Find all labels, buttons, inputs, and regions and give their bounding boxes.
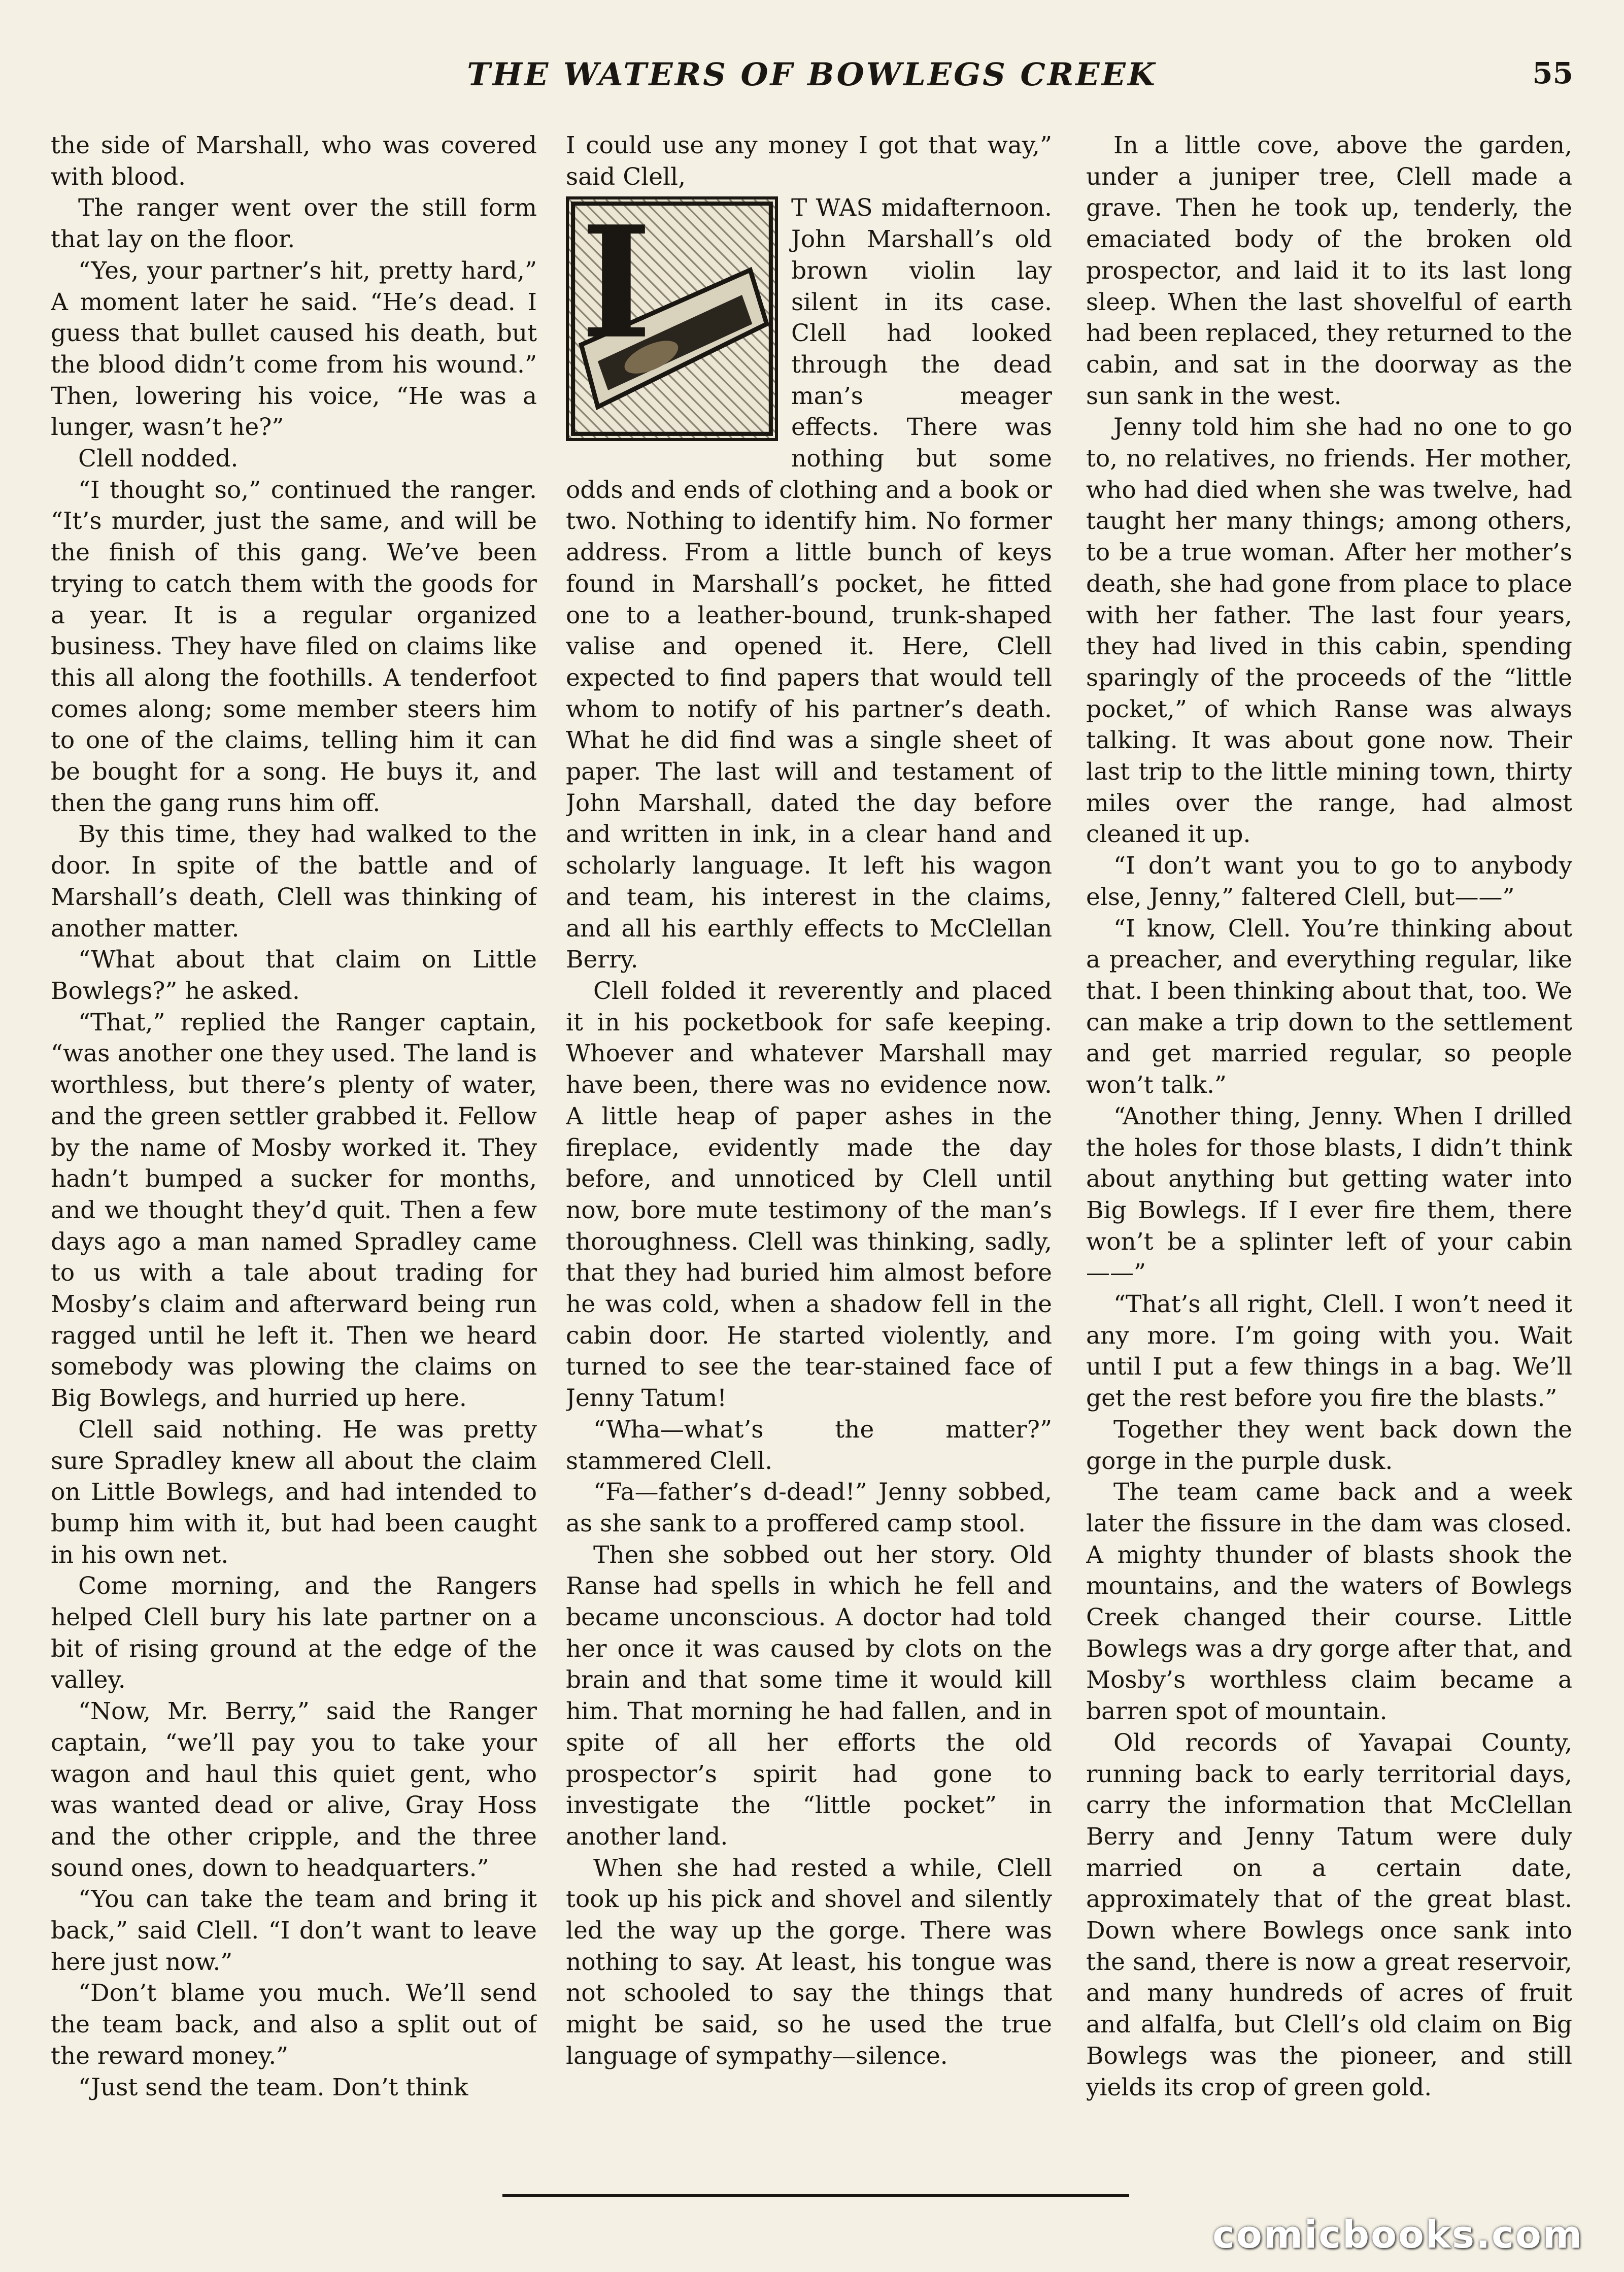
paragraph-text: “I thought so,” continued the ranger. “It’s murder, just the same, and will be the finish of this gang. We’ve been trying to catch them with the goods for a year. It is a regular organized business. They have filed on claims like this all along the foothills. A tenderfoot comes along; some member steers him to one of the claims, telling him it can be bought for a song. He buys it, and then the gang runs him off. (51, 476, 537, 817)
paragraph-text: “What about that claim on Little Bowlegs?” he asked. (51, 946, 537, 1005)
paragraph (1086, 130, 1572, 412)
running-title: THE WATERS OF BOWLEGS CREEK (467, 56, 1157, 93)
paragraph-text: When she had rested a while, Clell took up his pick and shovel and silently led the way up the gorge. There was nothing to say. At least, his tongue was not schooled to say the things that might be said, so he used the true language of sympathy—silence. (566, 1854, 1052, 2070)
paragraph-text: Old records of Yavapai County, running back to early territorial days, carry the information that McClellan Berry and Jenny Tatum were duly married on a certain date, approximately that of the great blast. Down where Bowlegs once sank into the sand, there is now a great reservoir, and many hundreds of acres of fruit and alfalfa, but Clell’s old claim on Big Bowlegs was the pioneer, and still yields its crop of green gold. (1086, 1728, 1572, 2101)
paragraph-text: “I know, Clell. You’re thinking about a preacher, and everything regular, like that. I been thinking about that, too. We can make a trip down to the settlement and get married regular, so people won’t talk.” (1086, 914, 1572, 1099)
paragraph (51, 1884, 537, 1978)
paragraph (51, 1007, 537, 1414)
paragraph (1086, 1101, 1572, 1289)
paragraph-text: I could use any money I got that way,” said Clell, (566, 131, 1052, 191)
paragraph-text: “Don’t blame you much. We’ll send the team back, and also a split out of the reward money.” (51, 1979, 537, 2070)
text-column-1 (51, 130, 537, 2170)
paragraph (51, 819, 537, 944)
paragraph-text: “Now, Mr. Berry,” said the Ranger captain, “we’ll pay you to take your wagon and haul this quiet gent, who was wanted dead or alive, Gray Hoss and the other cripple, and the three sound ones, down to headquarters.” (51, 1697, 537, 1882)
paragraph (1086, 412, 1572, 850)
paragraph-text: Come morning, and the Rangers helped Clell bury his late partner on a bit of rising ground at the edge of the valley. (51, 1572, 537, 1694)
page-header (51, 47, 1573, 103)
paragraph (1086, 1477, 1572, 1727)
paragraph-text: “That,” replied the Ranger captain, “was another one they used. The land is worthless, but there’s plenty of water, and the green settler grabbed it. Fellow by the name of Mosby worked it. They hadn’t bumped a sucker for months, and we thought they’d quit. Then a few days ago a man named Spradley came to us with a tale about trading for Mosby’s claim and afterward being run ragged until he left it. Then we heard somebody was plowing the claims on Big Bowlegs, and hurried up here. (51, 1008, 537, 1413)
paragraph (566, 1414, 1052, 1477)
paragraph (51, 130, 537, 192)
paragraph-text: “I don’t want you to go to anybody else, Jenny,” faltered Clell, but——” (1086, 852, 1572, 911)
paragraph (51, 443, 537, 475)
paragraph-text: “Fa—father’s d-dead!” Jenny sobbed, as she sank to a proffered camp stool. (566, 1478, 1052, 1538)
paragraph (51, 1414, 537, 1571)
paragraph-text: “Yes, your partner’s hit, pretty hard,” A moment later he said. “He’s dead. I guess that bullet caused his death, but the blood didn’t come from his wound.” Then, lowering his voice, “He was a lunger, wasn’t he?” (51, 256, 537, 442)
paragraph (51, 1978, 537, 2071)
paragraph-text: Then she sobbed out her story. Old Ranse had spells in which he fell and became unconscious. A doctor had told her once it was caused by clots on the brain and that some time it would kill him. That morning he had fallen, and in spite of all her efforts the old prospector’s spirit had gone to investigate the “little pocket” in another land. (566, 1541, 1052, 1851)
paragraph (1086, 850, 1572, 913)
paragraph (566, 1853, 1052, 2072)
paragraph-text: The ranger went over the still form that lay on the floor. (51, 194, 537, 254)
paragraph (51, 944, 537, 1007)
paragraph (51, 1571, 537, 1696)
text-column-3 (1086, 130, 1572, 2170)
paragraph (1086, 1289, 1572, 1414)
paragraph (566, 976, 1052, 1414)
paragraph (51, 475, 537, 819)
paragraph (1086, 913, 1572, 1101)
paragraph-text: T WAS midafternoon. John Marshall’s old brown violin lay silent in its case. Clell had looked through the dead man’s meager effects. There was nothing but some odds and ends of clothing and a book or two. Nothing to identify him. No former address. From a little bunch of keys found in Marshall’s pocket, he fitted one to a leather-bound, trunk-shaped valise and opened it. Here, Clell expected to find papers that would tell whom to notify of his partner’s death. What he did find was a single sheet of paper. The last will and testament of John Marshall, dated the day before and written in ink, in a clear hand and scholarly language. It left his wagon and team, his interest in the claims, and all his earthly effects to McClellan Berry. (566, 194, 1052, 974)
paragraph-text: The team came back and a week later the fissure in the dam was closed. A mighty thunder of blasts shook the mountains, and the waters of Bowlegs Creek changed their course. Little Bowlegs was a dry gorge after that, and Mosby’s worthless claim became a barren spot of mountain. (1086, 1478, 1572, 1726)
dropcap-illustration (566, 196, 778, 441)
paragraph-text: Clell said nothing. He was pretty sure Spradley knew all about the claim on Little Bowlegs, and had intended to bump him with it, but had been caught in his own net. (51, 1415, 537, 1569)
paragraph (1086, 1727, 1572, 2103)
paragraph-text: “Wha—what’s the matter?” stammered Clell. (566, 1415, 1052, 1475)
paragraph (1086, 1414, 1572, 1477)
paragraph-text: the side of Marshall, who was covered with blood. (51, 131, 537, 191)
violin-case-illustration (569, 199, 775, 438)
end-rule (502, 2194, 1129, 2197)
dropcap-letter: I (581, 199, 652, 374)
paragraph (566, 192, 1052, 976)
paragraph-text: “That’s all right, Clell. I won’t need it any more. I’m going with you. Wait until I put a few things in a bag. We’ll get the rest before you fire the blasts.” (1086, 1290, 1572, 1413)
paragraph-text: “Another thing, Jenny. When I drilled the holes for those blasts, I didn’t think about anything but getting water into Big Bowlegs. If I ever fire them, there won’t be a splinter left of your cabin——” (1086, 1102, 1572, 1287)
paragraph-text: Clell nodded. (78, 445, 239, 473)
paragraph-text: In a little cove, above the garden, under a juniper tree, Clell made a grave. Then he took up, tenderly, the emaciated body of the broken old prospector, and laid it to its last long sleep. When the last shovelful of earth had been replaced, they returned to the cabin, and sat in the doorway as the sun sank in the west. (1086, 131, 1572, 410)
paragraph (566, 1477, 1052, 1539)
paragraph (566, 1540, 1052, 1853)
paragraph-text: “Just send the team. Don’t think (78, 2073, 468, 2101)
paragraph-text: By this time, they had walked to the door. In spite of the battle and of Marshall’s death, Clell was thinking of another matter. (51, 820, 537, 943)
paragraph (51, 1696, 537, 1884)
text-column-2 (566, 130, 1052, 2170)
paragraph (566, 130, 1052, 192)
paragraph-text: Together they went back down the gorge in the purple dusk. (1086, 1415, 1572, 1475)
paragraph (51, 192, 537, 255)
paragraph (51, 2072, 537, 2103)
watermark: comicbooks.com (1212, 2213, 1583, 2257)
paragraph-text: “You can take the team and bring it back,” said Clell. “I don’t want to leave here just now.” (51, 1885, 537, 1976)
page-number: 55 (1532, 56, 1573, 90)
paragraph-text: Jenny told him she had no one to go to, no relatives, no friends. Her mother, who had died when she was twelve, had taught her many things; among others, to be a true woman. After her mother’s death, she had gone from place to place with her father. The last four years, they had lived in this cabin, spending sparingly of the proceeds of the “little pocket,” of which Ranse was always talking. It was about gone now. Their last trip to the little mining town, thirty miles over the range, had almost cleaned it up. (1086, 413, 1572, 849)
paragraph (51, 255, 537, 443)
paragraph-text: Clell folded it reverently and placed it in his pocketbook for safe keeping. Whoever and whatever Marshall may have been, there was no evidence now. A little heap of paper ashes in the fireplace, evidently made the day before, and unnoticed by Clell until now, bore mute testimony of the man’s thoroughness. Clell was thinking, sadly, that they had buried him almost before he was cold, when a shadow fell in the cabin door. He started violently, and turned to see the tear-stained face of Jenny Tatum! (566, 977, 1052, 1413)
